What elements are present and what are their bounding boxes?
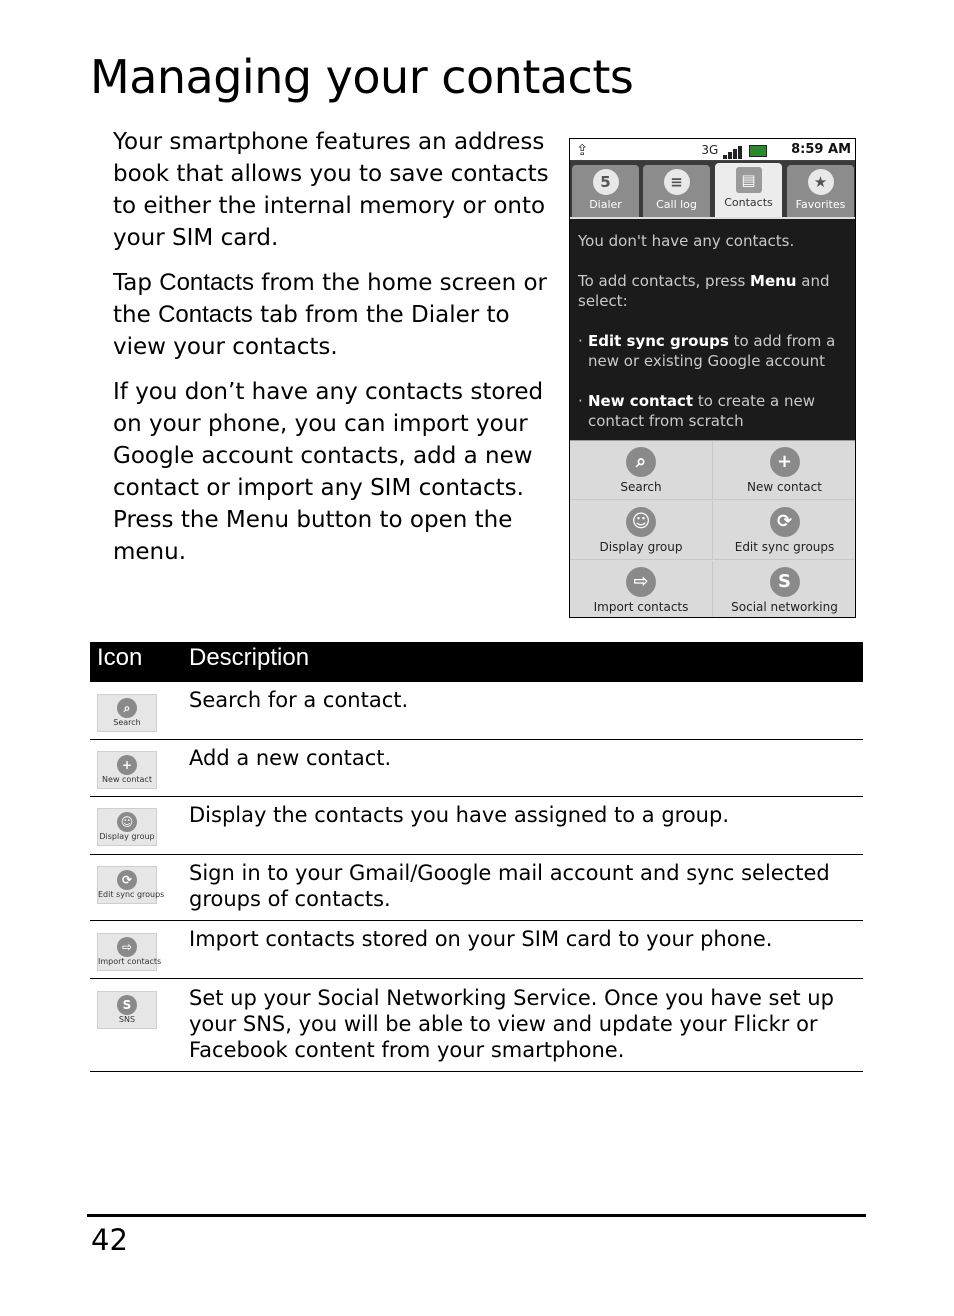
row-description: Search for a contact. — [189, 688, 409, 712]
sync-icon — [97, 866, 165, 904]
intro-text — [113, 126, 553, 581]
signal-icon — [733, 149, 737, 159]
text-run: Tap — [113, 270, 160, 296]
icon-caption: Edit sync groups — [98, 890, 165, 899]
row-description: Import contacts stored on your SIM card to your phone. — [189, 927, 773, 951]
signal-icon — [723, 155, 727, 159]
search-icon: ⌕ — [626, 447, 656, 477]
text-run: and select: — [578, 272, 830, 310]
menu-item-label: Display group — [599, 540, 683, 554]
intro-paragraph-3: If you don’t have any contacts stored on your phone, you can import your Google account contacts, add a new contact or import any SIM contacts. Press the Menu button to open the menu. — [113, 379, 544, 565]
icon-description-table — [90, 642, 863, 1072]
menu-item-label: Import contacts — [593, 600, 689, 614]
icon-caption: SNS — [118, 1015, 136, 1024]
status-icons — [701, 141, 767, 159]
footer-rule — [87, 1214, 866, 1217]
row-description: Sign in to your Gmail/Google mail account and sync selected groups of contacts. — [189, 861, 830, 911]
new-contact-icon — [97, 751, 157, 789]
text-run: To add contacts, press — [578, 272, 751, 290]
table-row — [90, 682, 863, 740]
dialer-icon: 5 — [593, 169, 619, 195]
options-menu — [570, 440, 855, 618]
page-title: Managing your contacts — [90, 50, 634, 104]
import-icon: ⇨ — [626, 567, 656, 597]
menu-item-search[interactable] — [570, 441, 713, 500]
icon-glyph: ⟳ — [117, 870, 137, 890]
battery-icon — [749, 145, 767, 157]
search-icon — [97, 694, 157, 732]
phone-screenshot — [569, 138, 856, 618]
tab-label: Favorites — [795, 198, 846, 211]
row-description: Set up your Social Networking Service. Once you have set up your SNS, you will be able to view and update your Flickr or Facebook content from your smartphone. — [189, 986, 834, 1062]
signal-icon — [738, 146, 742, 159]
sns-icon: S — [770, 567, 800, 597]
contacts-term: Contacts — [158, 301, 253, 328]
menu-item-edit-sync-groups[interactable] — [713, 501, 856, 560]
icon-caption: Search — [113, 718, 141, 727]
intro-paragraph-1: Your smartphone features an address book that allows you to save contacts to either the internal memory or onto your SIM card. — [113, 129, 549, 251]
status-bar — [570, 139, 855, 161]
tab-label: Dialer — [589, 198, 622, 211]
menu-term: Menu — [750, 272, 797, 290]
display-group-icon — [97, 808, 157, 846]
tab-bar — [570, 161, 855, 219]
icon-glyph: + — [117, 755, 137, 775]
new-contact-term: New contact — [588, 392, 694, 410]
menu-item-import-contacts[interactable] — [570, 561, 713, 618]
header-icon: Icon — [97, 644, 143, 671]
group-icon: ☺ — [626, 507, 656, 537]
contacts-icon: ▤ — [736, 167, 762, 193]
edit-sync-term: Edit sync groups — [588, 332, 729, 350]
sns-icon — [97, 991, 157, 1029]
call-log-icon: ≡ — [664, 169, 690, 195]
icon-caption: Import contacts — [98, 957, 162, 966]
table-row — [90, 740, 863, 797]
tab-contacts[interactable] — [715, 163, 782, 217]
icon-glyph: ⌕ — [117, 698, 137, 718]
text-run: tab from the Dialer to view your contacts. — [113, 302, 510, 360]
tab-call-log[interactable] — [643, 165, 710, 217]
table-row — [90, 855, 863, 921]
table-row — [90, 797, 863, 855]
tab-favorites[interactable] — [787, 165, 854, 217]
row-description: Add a new contact. — [189, 746, 392, 770]
no-contacts-text: You don't have any contacts. — [578, 232, 795, 250]
status-time: 8:59 AM — [791, 142, 851, 157]
network-indicator: 3G — [701, 143, 719, 157]
menu-item-display-group[interactable] — [570, 501, 713, 560]
add-icon: + — [770, 447, 800, 477]
add-contacts-instruction — [578, 271, 848, 311]
intro-paragraph-2 — [113, 267, 553, 363]
bullet-new-contact — [578, 391, 848, 431]
menu-item-new-contact[interactable] — [713, 441, 856, 500]
star-icon: ★ — [808, 169, 834, 195]
menu-item-label: Social networking — [731, 600, 838, 614]
header-description: Description — [189, 644, 310, 671]
row-description: Display the contacts you have assigned to a group. — [189, 803, 730, 827]
page-number: 42 — [91, 1223, 128, 1257]
usb-icon: ⇪ — [576, 141, 589, 159]
tab-label: Contacts — [724, 196, 773, 209]
tab-dialer[interactable] — [572, 165, 639, 217]
empty-contacts-message — [578, 231, 848, 451]
menu-item-label: Edit sync groups — [734, 540, 835, 554]
signal-icon — [728, 152, 732, 159]
text-run: to create a new contact from scratch — [588, 392, 815, 430]
sync-icon: ⟳ — [770, 507, 800, 537]
import-icon — [97, 933, 162, 971]
tab-label: Call log — [656, 198, 697, 211]
bullet-edit-sync — [578, 331, 848, 371]
contacts-term: Contacts — [159, 269, 254, 296]
icon-caption: New contact — [102, 775, 152, 784]
table-row — [90, 921, 863, 979]
icon-glyph: S — [117, 995, 137, 1015]
table-row — [90, 979, 863, 1072]
menu-item-label: Search — [620, 480, 662, 494]
icon-caption: Display group — [99, 832, 155, 841]
text-run: from the home screen or the — [113, 270, 547, 328]
text-run: to add from a new or existing Google account — [588, 332, 836, 370]
menu-item-label: New contact — [747, 480, 822, 494]
table-header — [90, 642, 863, 682]
icon-glyph: ⇨ — [117, 937, 137, 957]
icon-glyph: ☺ — [117, 812, 137, 832]
menu-item-social-networking[interactable] — [713, 561, 856, 618]
